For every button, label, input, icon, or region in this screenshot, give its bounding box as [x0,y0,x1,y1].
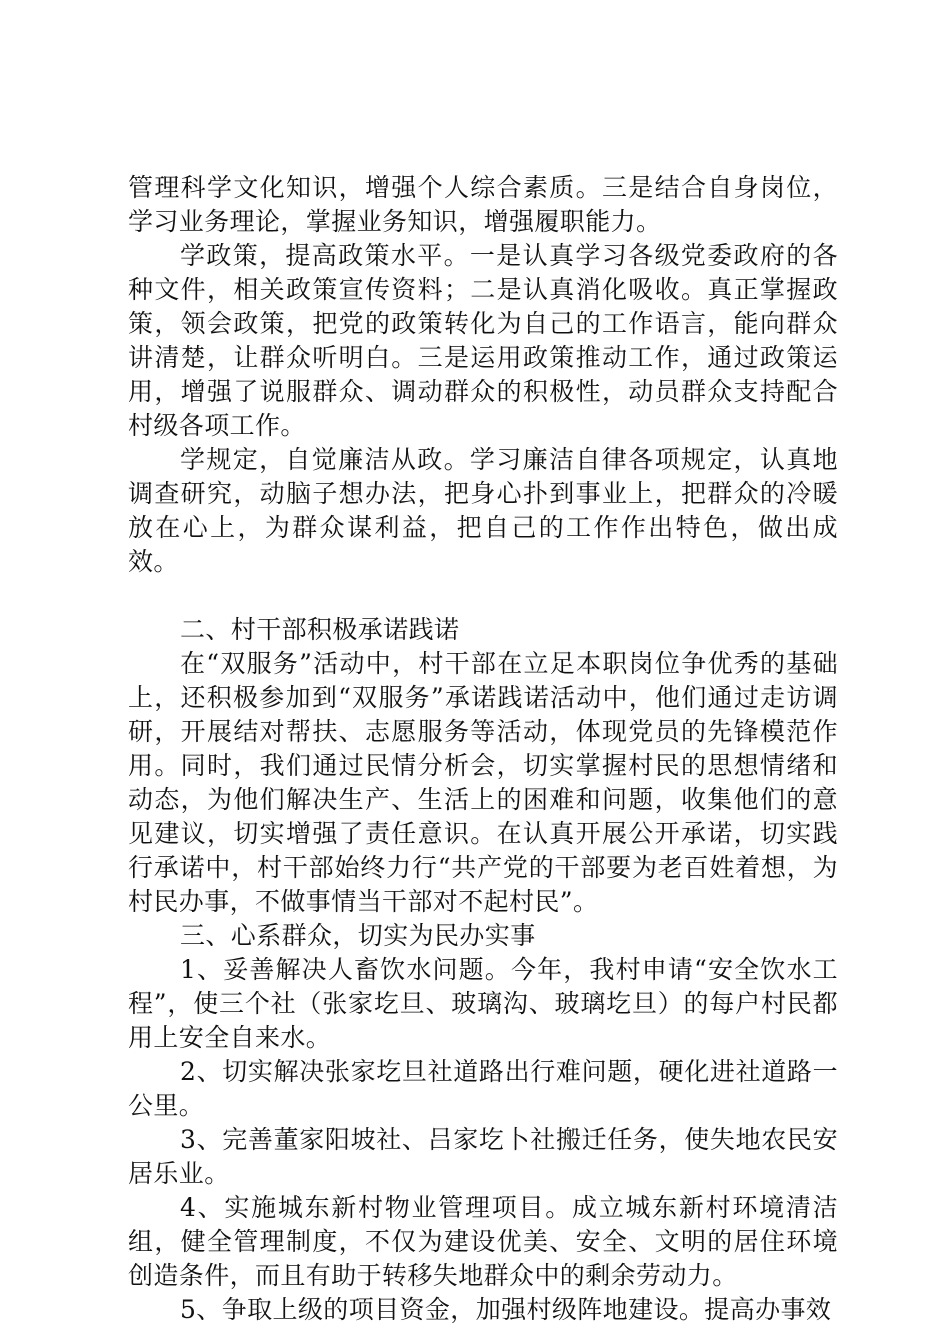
paragraph-double-service: 在“双服务”活动中，村干部在立足本职岗位争优秀的基础上，还积极参加到“双服务”承诺践诺活动中，他们通过走访调研，开展结对帮扶、志愿服务等活动，体现党员的先锋模范作用。同时，我们通过民情分析会，切实掌握村民的思想情绪和动态，为他们解决生产、生活上的困难和问题，收集他们的意见建议，切实增强了责任意识。在认真开展公开承诺，切实践行承诺中，村干部始终力行“共产党的干部要为老百姓着想，为村民办事，不做事情当干部对不起村民”。 [128,649,838,916]
list-item-3: 3、完善董家阳坡社、吕家圪卜社搬迁任务，使失地农民安居乐业。 [128,1125,838,1188]
list-item-4: 4、实施城东新村物业管理项目。成立城东新村环境清洁组，健全管理制度，不仅为建设优美、安全、文明的居住环境创造条件，而且有助于转移失地群众中的剩余劳动力。 [128,1193,838,1290]
section-heading-2: 二、村干部积极承诺践诺 [180,615,460,644]
paragraph-study-regulations: 学规定，自觉廉洁从政。学习廉洁自律各项规定，认真地调查研究，动脑子想办法，把身心扑到事业上，把群众的冷暖放在心上，为群众谋利益，把自己的工作作出特色，做出成效。 [128,445,838,576]
list-item-5: 5、争取上级的项目资金，加强村级阵地建设。提高办事效 [180,1295,832,1324]
list-item-1: 1、妥善解决人畜饮水问题。今年，我村申请“安全饮水工程”，使三个社（张家圪旦、玻璃沟、玻璃圪旦）的每户村民都用上安全自来水。 [128,955,838,1052]
paragraph-study-policy: 学政策，提高政策水平。一是认真学习各级党委政府的各种文件，相关政策宣传资料；二是认真消化吸收。真正掌握政策，领会政策，把党的政策转化为自己的工作语言，能向群众讲清楚，让群众听明白。三是运用政策推动工作，通过政策运用，增强了说服群众、调动群众的积极性，动员群众支持配合村级各项工作。 [128,241,838,440]
document-page [128,171,838,1327]
section-heading-3: 三、心系群众，切实为民办实事 [180,921,536,950]
paragraph-culture-knowledge: 管理科学文化知识，增强个人综合素质。三是结合自身岗位，学习业务理论，掌握业务知识，增强履职能力。 [128,173,838,236]
list-item-2: 2、切实解决张家圪旦社道路出行难问题，硬化进社道路一公里。 [128,1057,838,1120]
